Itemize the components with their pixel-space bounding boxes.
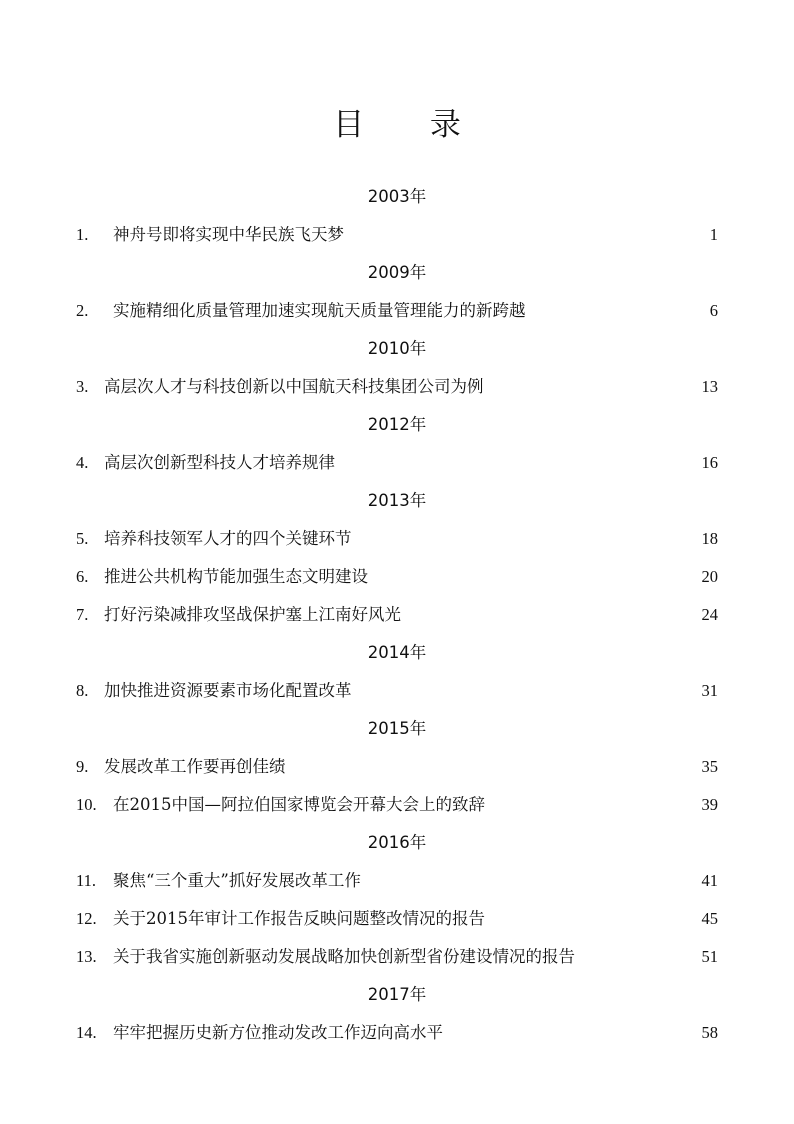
entry-number: 7. xyxy=(76,605,89,624)
toc-entry[interactable] xyxy=(0,444,794,482)
toc-entry[interactable] xyxy=(0,672,794,710)
entry-page-number: 51 xyxy=(701,947,718,966)
entry-page-number: 24 xyxy=(701,605,718,624)
entry-page-number: 1 xyxy=(709,225,718,244)
entry-title: 加快推进资源要素市场化配置改革 xyxy=(104,681,352,700)
entry-page-number: 6 xyxy=(709,301,718,320)
entry-number: 10. xyxy=(76,795,97,814)
entry-number: 14. xyxy=(76,1023,97,1042)
year-heading: 2013年 xyxy=(367,491,427,510)
entry-page-number: 45 xyxy=(701,909,718,928)
entry-number: 2. xyxy=(76,301,89,320)
entry-title: 关于2015年审计工作报告反映问题整改情况的报告 xyxy=(113,909,485,928)
entry-number: 9. xyxy=(76,757,89,776)
year-heading: 2010年 xyxy=(367,339,427,358)
entry-number: 11. xyxy=(76,871,97,890)
entry-title: 培养科技领军人才的四个关键环节 xyxy=(104,529,352,548)
toc-entry[interactable] xyxy=(0,596,794,634)
entry-title: 发展改革工作要再创佳绩 xyxy=(104,757,286,776)
toc-entry[interactable] xyxy=(0,216,794,254)
toc-entry[interactable] xyxy=(0,368,794,406)
entry-page-number: 13 xyxy=(701,377,718,396)
entry-page-number: 16 xyxy=(701,453,718,472)
toc-entry[interactable] xyxy=(0,786,794,824)
entry-title: 聚焦“三个重大”抓好发展改革工作 xyxy=(113,871,361,890)
entry-title: 高层次人才与科技创新以中国航天科技集团公司为例 xyxy=(104,377,484,396)
entry-number: 5. xyxy=(76,529,89,548)
toc-entry[interactable] xyxy=(0,558,794,596)
year-heading: 2012年 xyxy=(367,415,427,434)
entry-title: 推进公共机构节能加强生态文明建设 xyxy=(104,567,368,586)
entry-page-number: 41 xyxy=(701,871,718,890)
entry-page-number: 18 xyxy=(701,529,718,548)
entry-title: 在2015中国—阿拉伯国家博览会开幕大会上的致辞 xyxy=(113,795,485,814)
entry-number: 4. xyxy=(76,453,89,472)
year-heading: 2014年 xyxy=(367,643,427,662)
toc-entry[interactable] xyxy=(0,900,794,938)
entry-page-number: 31 xyxy=(701,681,718,700)
entry-number: 1. xyxy=(76,225,89,244)
entry-page-number: 39 xyxy=(701,795,718,814)
entry-page-number: 35 xyxy=(701,757,718,776)
entry-title: 神舟号即将实现中华民族飞天梦 xyxy=(113,225,344,244)
year-heading: 2016年 xyxy=(367,833,427,852)
year-heading: 2009年 xyxy=(367,263,427,282)
entry-number: 6. xyxy=(76,567,89,586)
toc-entry[interactable] xyxy=(0,938,794,976)
entry-title: 实施精细化质量管理加速实现航天质量管理能力的新跨越 xyxy=(113,301,526,320)
page-title: 目 录 xyxy=(333,107,489,143)
entry-page-number: 58 xyxy=(701,1023,718,1042)
entry-title: 高层次创新型科技人才培养规律 xyxy=(104,453,335,472)
table-of-contents xyxy=(0,178,794,1052)
year-heading: 2017年 xyxy=(367,985,427,1004)
entry-page-number: 20 xyxy=(701,567,718,586)
year-heading: 2003年 xyxy=(367,187,427,206)
entry-number: 13. xyxy=(76,947,97,966)
toc-entry[interactable] xyxy=(0,292,794,330)
toc-entry[interactable] xyxy=(0,1014,794,1052)
entry-number: 12. xyxy=(76,909,97,928)
entry-title: 关于我省实施创新驱动发展战略加快创新型省份建设情况的报告 xyxy=(113,947,575,966)
entry-title: 牢牢把握历史新方位推动发改工作迈向高水平 xyxy=(113,1023,443,1042)
toc-entry[interactable] xyxy=(0,862,794,900)
entry-title: 打好污染减排攻坚战保护塞上江南好风光 xyxy=(104,605,401,624)
toc-entry[interactable] xyxy=(0,748,794,786)
entry-number: 8. xyxy=(76,681,89,700)
toc-entry[interactable] xyxy=(0,520,794,558)
year-heading: 2015年 xyxy=(367,719,427,738)
entry-number: 3. xyxy=(76,377,89,396)
